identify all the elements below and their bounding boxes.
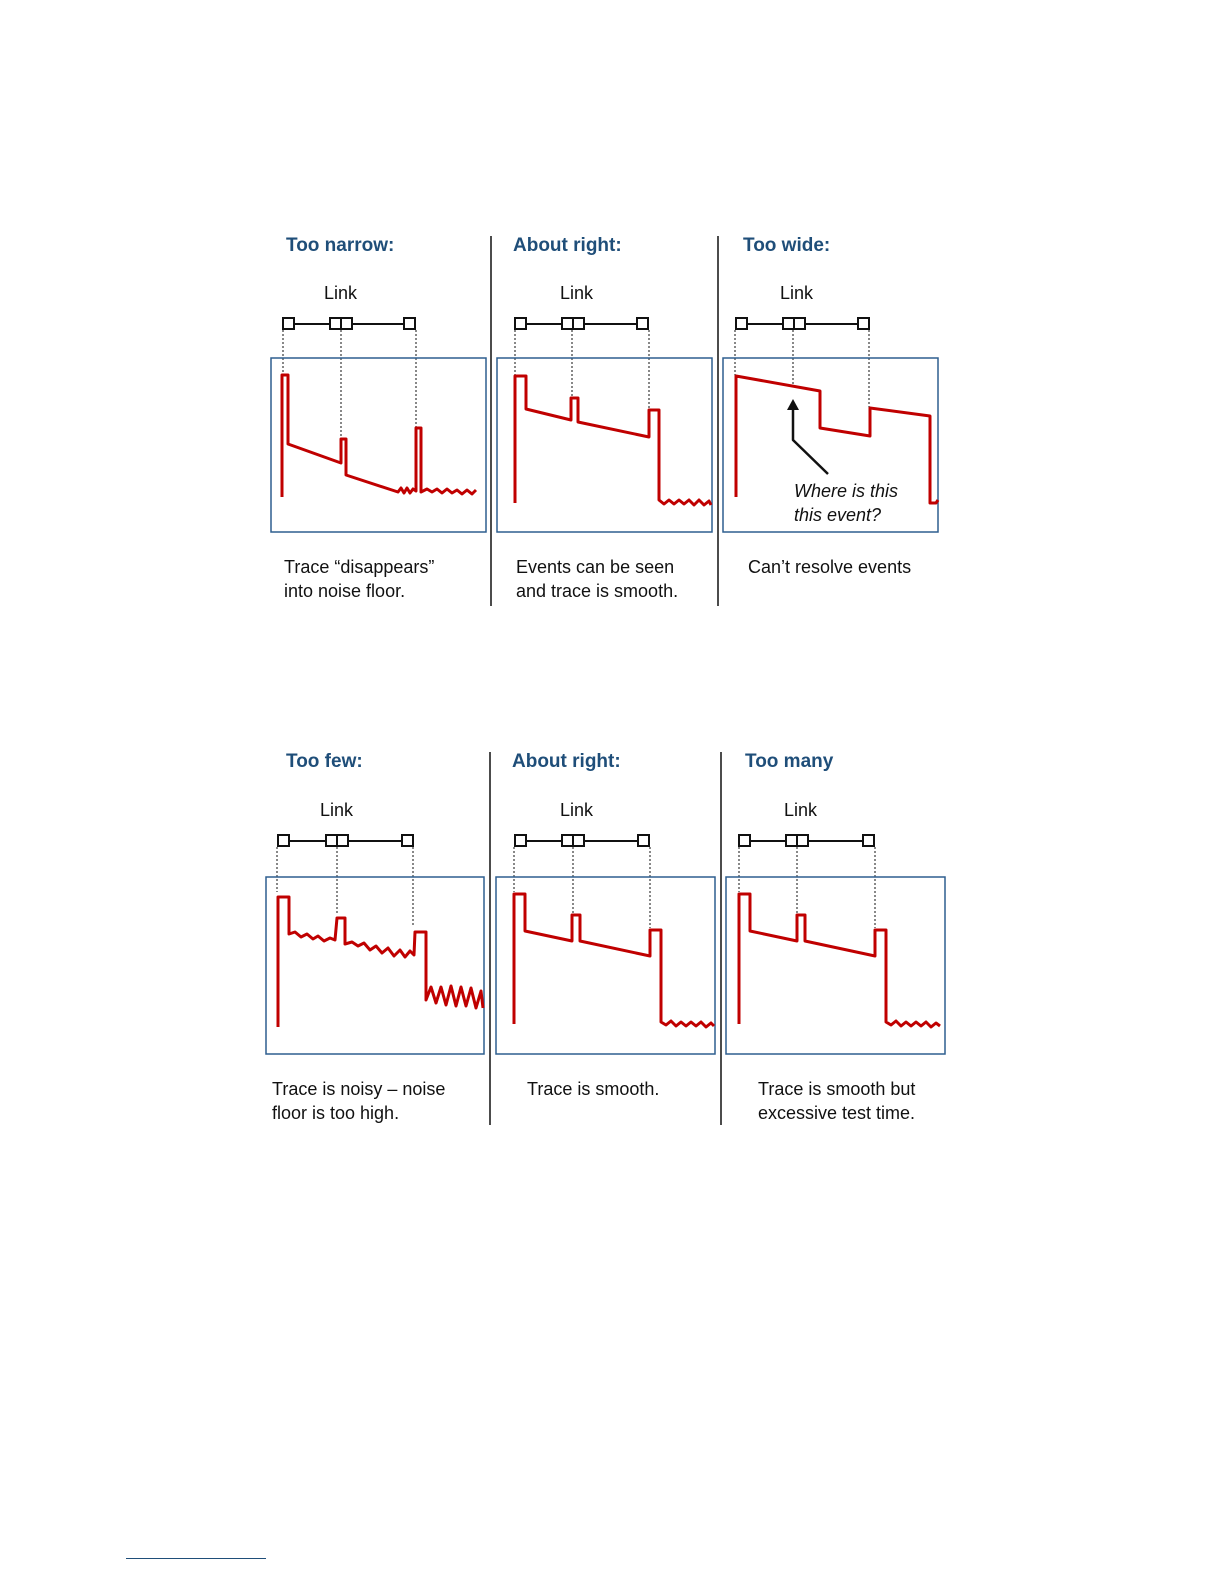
link-label: Link: [784, 800, 818, 820]
caption-too-wide-line1: Can’t resolve events: [748, 557, 912, 577]
caption-about-right-count-line1: Trace is smooth.: [527, 1079, 660, 1099]
connector-marker: [341, 318, 352, 329]
connector-marker: [515, 318, 526, 329]
caption-too-narrow-line2: into noise floor.: [284, 581, 406, 601]
footnote-separator: [126, 1558, 266, 1559]
trace-display-frame: [496, 877, 715, 1054]
connector-marker: [326, 835, 337, 846]
event-guide-lines: [283, 330, 416, 440]
panel-heading-too-wide: Too wide:: [743, 235, 831, 256]
event-question-line2: this event?: [794, 505, 882, 525]
panel-heading-too-narrow: Too narrow:: [286, 235, 395, 256]
connector-marker: [638, 835, 649, 846]
panel-heading-too-few: Too few:: [286, 751, 363, 772]
connector-marker: [797, 835, 808, 846]
trace-display-frame: [497, 358, 712, 532]
connector-marker: [283, 318, 294, 329]
event-question-line1: Where is this: [794, 481, 899, 501]
otdr-trace: [278, 897, 483, 1027]
connector-marker: [337, 835, 348, 846]
trace-display-frame: [723, 358, 938, 532]
connector-marker: [637, 318, 648, 329]
caption-too-many-line1: Trace is smooth but: [758, 1079, 916, 1099]
connector-marker: [786, 835, 797, 846]
connector-marker: [573, 318, 584, 329]
event-guide-lines: [735, 330, 869, 408]
link-label: Link: [320, 800, 354, 820]
connector-marker: [863, 835, 874, 846]
event-guide-lines: [514, 847, 650, 928]
caption-too-narrow-line1: Trace “disappears”: [284, 557, 435, 577]
event-pointer-arrow: [787, 399, 828, 474]
link-label: Link: [560, 283, 594, 303]
link-label: Link: [324, 283, 358, 303]
otdr-trace: [739, 894, 940, 1027]
caption-about-right-width-line2: and trace is smooth.: [516, 581, 679, 601]
otdr-trace: [514, 894, 714, 1027]
event-guide-lines: [515, 330, 649, 410]
otdr-trace: [736, 376, 938, 503]
trace-display-frame: [266, 877, 484, 1054]
link-label: Link: [560, 800, 594, 820]
link-label: Link: [780, 283, 814, 303]
panel-heading-too-many: Too many: [745, 751, 834, 772]
caption-too-few-line1: Trace is noisy – noise: [272, 1079, 446, 1099]
caption-too-few-line2: floor is too high.: [272, 1103, 400, 1123]
trace-display-frame: [271, 358, 486, 532]
connector-marker: [736, 318, 747, 329]
connector-marker: [858, 318, 869, 329]
connector-marker: [402, 835, 413, 846]
link-diagram: [278, 835, 413, 846]
otdr-trace: [282, 375, 476, 497]
link-diagram: [739, 835, 874, 846]
link-diagram: [283, 318, 415, 329]
connector-marker: [783, 318, 794, 329]
connector-marker: [562, 318, 573, 329]
trace-display-frame: [726, 877, 945, 1054]
connector-marker: [330, 318, 341, 329]
panel-heading-about-right-width: About right:: [513, 235, 622, 256]
connector-marker: [562, 835, 573, 846]
link-diagram: [736, 318, 869, 329]
connector-marker: [515, 835, 526, 846]
otdr-trace: [515, 376, 711, 505]
link-diagram: [515, 835, 649, 846]
connector-marker: [278, 835, 289, 846]
panel-heading-about-right-count: About right:: [512, 751, 621, 772]
event-guide-lines: [277, 847, 413, 926]
connector-marker: [404, 318, 415, 329]
connector-marker: [573, 835, 584, 846]
connector-marker: [739, 835, 750, 846]
caption-about-right-width-line1: Events can be seen: [516, 557, 675, 577]
link-diagram: [515, 318, 648, 329]
connector-marker: [794, 318, 805, 329]
event-guide-lines: [739, 847, 875, 928]
caption-too-many-line2: excessive test time.: [758, 1103, 916, 1123]
